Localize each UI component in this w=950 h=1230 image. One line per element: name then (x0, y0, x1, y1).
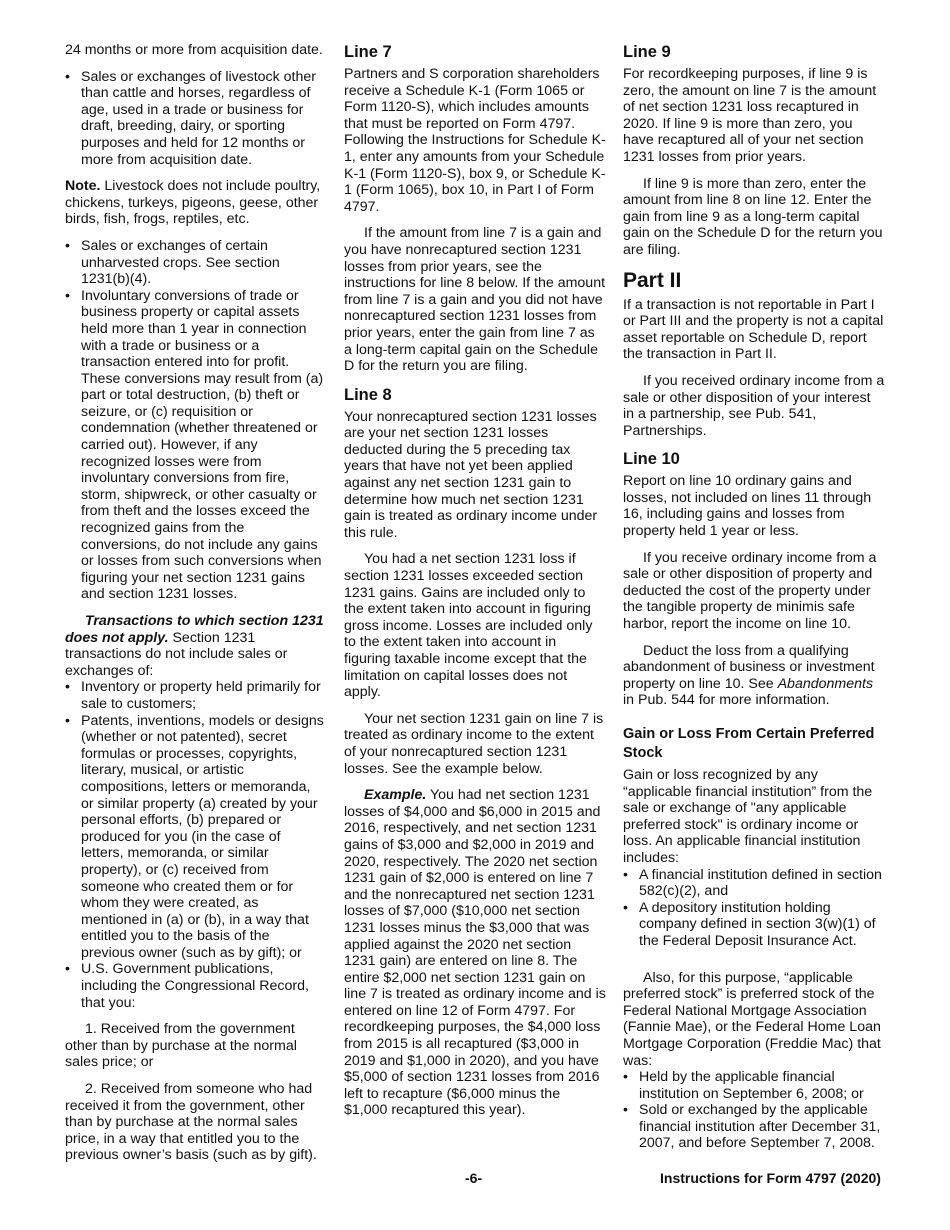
abandonments-reference: Abandonments (777, 675, 874, 692)
heading-line-8: Line 8 (344, 385, 392, 404)
example-paragraph (344, 787, 606, 1119)
heading-line-7: Line 7 (344, 43, 392, 61)
bullet-livestock: • Sales or exchanges of livestock other than cattle and horses, regardless of age, used in a trade or business for draft, breeding, dairy, or sporting purposes and held for 12 months or more from acquisition date. (65, 69, 327, 169)
transactions-label: Transactions to which section 1231 does not apply. (65, 613, 324, 646)
bullet-sold: • Sold or exchanged by the applicable financial institution after December 31, 2007, and before September 7, 2008. (623, 1102, 885, 1152)
bullet-held: • Held by the applicable financial institution on September 6, 2008; or (623, 1069, 885, 1102)
bullet-financial-institution: • A financial institution defined in section 582(c)(2), and (623, 867, 885, 900)
bullet-unharvested-crops: • Sales or exchanges of certain unharvested crops. See section 1231(b)(4). (65, 238, 327, 288)
heading-line-10: Line 10 (623, 450, 680, 469)
line10-p3-text-b: in Pub. 544 for more information. (623, 692, 830, 709)
preferred-paragraph-2: Also, for this purpose, “applicable preferred stock” is preferred stock of the Federal National Mortgage Association (Fannie Mae), or the Federal Home Loan Mortgage Corporation (Freddie Mac) that was: (623, 969, 881, 1069)
line8-paragraph-3: Your net section 1231 gain on line 7 is treated as ordinary income to the extent of your nonrecaptured section 1231 losses. See the example below. (344, 710, 604, 777)
part2-paragraph-1: If a transaction is not reportable in Part I or Part III and the property is not a capital asset reportable on Schedule D, report the transaction in Part II. (623, 296, 884, 363)
line7-paragraph-2: If the amount from line 7 is a gain and you have nonrecaptured section 1231 losses from prior years, see the instructions for line 8 below. If the amount from line 7 is a gain and you did not have nonrecaptured section 1231 losses from prior years, enter the gain from line 7 as a long-term capital gain on the Schedule D for the return you are filing. (344, 225, 606, 375)
note-paragraph (65, 178, 327, 228)
bullet-patents: • Patents, inventions, models or designs (whether or not patented), secret formulas or processes, copyrights, literary, musical, or artistic compositions, letters or memoranda, or similar property (a) created by your personal efforts, (b) prepared or produced for you (in the case of letters, memoranda, or similar property), or (c) received from someone who created them or for whom they were created, as mentioned in (a) or (b), in a way that entitled you to the basis of the previous owner (such as by gift); or (65, 713, 327, 962)
line7-paragraph-1: Partners and S corporation shareholders receive a Schedule K-1 (Form 1065 or Form 1120-S), which includes amounts that must be reported on Form 4797. Following the Instructions for Schedule K-1, enter any amounts from your Schedule K-1 (Form 1120-S), box 9, or Schedule K-1 (Form 1065), box 10, in Part I of Form 4797. (344, 66, 606, 215)
example-label: Example. (364, 787, 427, 804)
numbered-item-2: 2. Received from someone who had received it from the government, other than by purchase at the normal sales price, in a way that entitled you to the previous owner’s basis (such as by gift). (65, 1081, 317, 1164)
line8-paragraph-1: Your nonrecaptured section 1231 losses are your net section 1231 losses deducted during the 5 preceding tax years that have not yet been applied against any net section 1231 gain to determine how much net section 1231 gain is treated as ordinary income under this rule. (344, 408, 598, 541)
preferred-paragraph-1: Gain or loss recognized by any “applicable financial institution” from the sale or exchange of "any applicable preferred stock" is ordinary income or loss. An applicable financial institution includes: (623, 767, 873, 866)
bullet-inventory: • Inventory or property held primarily for sale to customers; (65, 679, 327, 712)
line10-paragraph-3 (623, 643, 885, 709)
line9-paragraph-1: For recordkeeping purposes, if line 9 is zero, the amount on line 7 is the amount of net section 1231 loss recaptured in 2020. If line 9 is more than zero, you have recaptured all of your net section 1231 losses from prior years. (623, 66, 877, 165)
heading-part-2: Part II (623, 268, 682, 292)
line10-paragraph-2: If you receive ordinary income from a sale or other disposition of property and deducted the cost of the property under the tangible property de minimis safe harbor, report the income on line 10. (623, 549, 877, 633)
note-label: Note. (65, 178, 101, 195)
bullet-us-government-publications: • U.S. Government publications, including the Congressional Record, that you: (65, 961, 327, 1011)
line9-paragraph-2: If line 9 is more than zero, enter the amount from line 8 on line 12. Enter the gain from line 9 as a long-term capital gain on the Schedule D for the return you are filing. (623, 175, 883, 258)
column-right (623, 42, 885, 1152)
line8-paragraph-2: You had a net section 1231 loss if section 1231 losses exceeded section 1231 gains. Gains are included only to the extent taken into account in figuring gross income. Losses are included only to the extent taken into account in figuring taxable income except that the limitation on capital losses does not apply. (344, 551, 593, 701)
line10-paragraph-1: Report on line 10 ordinary gains and losses, not included on lines 11 through 16, including gains and losses from property held 1 year or less. (623, 473, 872, 540)
page-number: -6- (465, 1170, 483, 1186)
column-left (65, 42, 327, 1174)
transactions-text: Section 1231 transactions do not include sales or exchanges of: (65, 629, 288, 679)
heading-preferred-stock: Gain or Loss From Certain Preferred Stock (623, 726, 875, 761)
footer-form-title: Instructions for Form 4797 (2020) (660, 1170, 881, 1186)
column-middle (344, 42, 606, 1129)
bullet-depository-institution: • A depository institution holding company defined in section 3(w)(1) of the Federal Deposit Insurance Act. (623, 900, 885, 950)
transactions-paragraph (65, 613, 327, 679)
example-text: You had net section 1231 losses of $4,000 and $6,000 in 2015 and 2016, respectively, and net section 1231 gains of $3,000 and $2,000 in 2019 and 2020, respectively. The 2020 net section 1231 gain of $2,000 is entered on line 7 and the nonrecaptured net section 1231 losses of $7,000 ($10,000 net section 1231 losses minus the $3,000 that was applied against the 2020 net section 1231 gain) are entered on line 8. The entire $2,000 net section 1231 gain on line 7 is treated as ordinary income and is entered on line 12 of Form 4797. For recordkeeping purposes, the $4,000 loss from 2015 is all recaptured ($3,000 in 2019 and $1,000 in 2020), and you have $5,000 of section 1231 losses from 2016 left to recapture ($6,000 minus the $1,000 recaptured this year). (344, 787, 606, 1119)
note-text: Livestock does not include poultry, chickens, turkeys, pigeons, geese, other birds, fish, frogs, reptiles, etc. (65, 178, 321, 228)
bullet-involuntary-conversions: • Involuntary conversions of trade or business property or capital assets held more than 1 year in connection with a trade or business or a transaction entered into for profit. These conversions may result from (a) part or total destruction, (b) theft or seizure, or (c) requisition or condemnation (whether threatened or carried out). However, if any recognized losses were from involuntary conversions from fire, storm, shipwreck, or other casualty or from theft and the losses exceed the recognized gains from the conversions, do not include any gains or losses from such conversions when figuring your net section 1231 gains and section 1231 losses. (65, 288, 327, 603)
heading-line-9: Line 9 (623, 43, 671, 61)
paragraph-continued: 24 months or more from acquisition date. (65, 42, 323, 58)
numbered-item-1: 1. Received from the government other than by purchase at the normal sales price; or (65, 1021, 297, 1071)
part2-paragraph-2: If you received ordinary income from a sale or other disposition of your interest in a partnership, see Pub. 541, Partnerships. (623, 372, 885, 439)
line10-p3-text-a: Deduct the loss from a qualifying abandonment of business or investment property on line 10. See (623, 642, 875, 692)
